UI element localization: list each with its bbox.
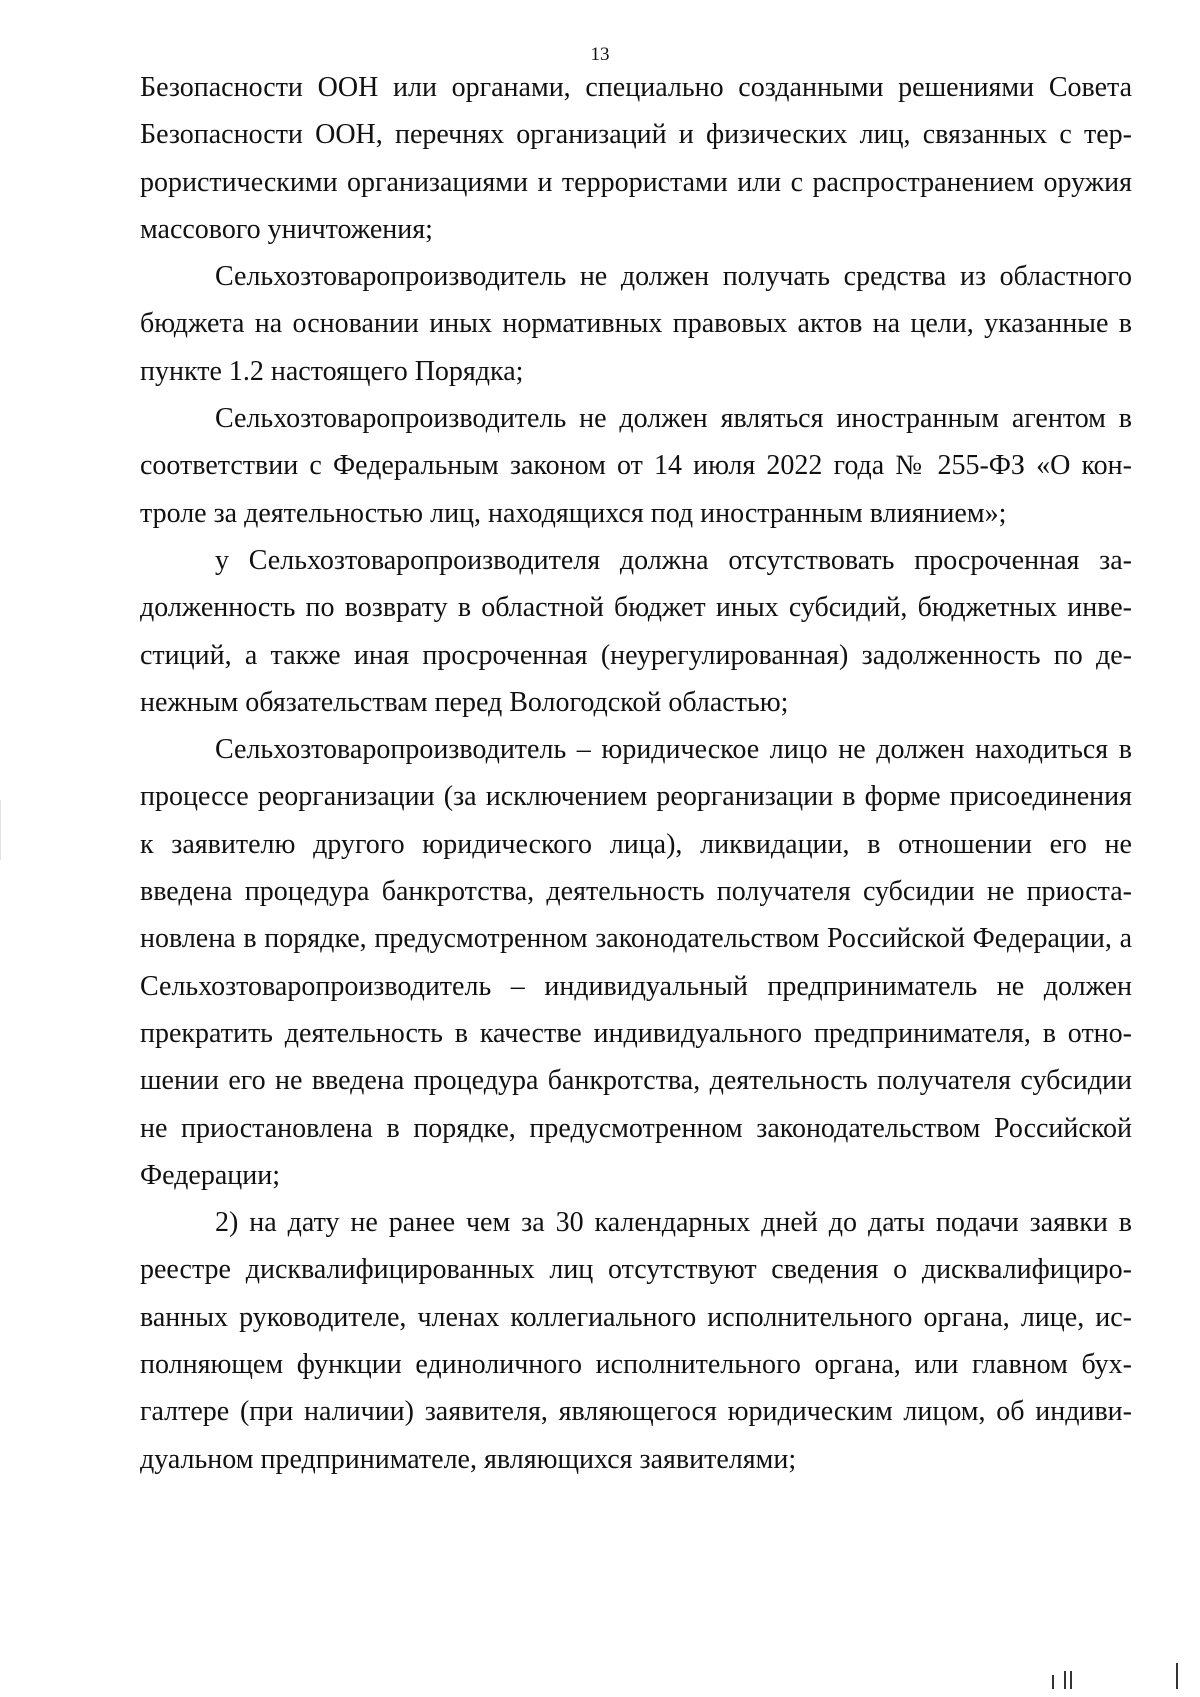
scan-mark	[1070, 1671, 1072, 1689]
paragraph-3: Сельхозтоваропроизводитель не должен являться иностранным агентом в соответствии с Федеральным законом от 14 июля 2022 года № 255-ФЗ «О контроле за деятельностью лиц, находящихся под иностранным влиянием»;	[140, 403, 1132, 529]
scan-mark	[1176, 1663, 1178, 1689]
paragraph-6: 2) на дату не ранее чем за 30 календарных дней до даты подачи заявки в реестре дисквалифицированных лиц отсутствуют сведения о дисквалифицированных руководителе, членах коллегиального исполнительного органа, лице, исполняющем функции единоличного исполнительного органа, или главном бухгалтере (при наличии) заявителя, являющегося юридическим лицом, об индивидуальном предпринимателе, являющихся заявителями;	[140, 1207, 1132, 1475]
paragraph-5: Сельхозтоваропроизводитель – юридическое лицо не должен находиться в процессе реорганизации (за исключением реорганизации в форме присоединения к заявителю другого юридического лица), ликвидации, в отношении его не введена процедура банкротства, деятельность получателя субсидии не приостановлена в порядке, предусмотренном законодательством Российской Федерации, а Сельхозтоваропроизводитель – индивидуальный предприниматель не должен прекратить деятельность в качестве индивидуального предпринимателя, в отношении его не введена процедура банкротства, деятельность получателя субсидии не приостановлена в порядке, предусмотренном законодательством Российской Федерации;	[140, 734, 1132, 1191]
scan-mark	[1052, 1675, 1054, 1689]
paragraph-2: Сельхозтоваропроизводитель не должен получать средства из областного бюджета на основании иных нормативных правовых актов на цели, указанные в пункте 1.2 настоящего Порядка;	[140, 261, 1132, 387]
document-body	[140, 64, 1132, 1483]
paragraph-1: Безопасности ООН или органами, специально созданными решениями Совета Безопасности ООН, перечнях организаций и физических лиц, связанных с террористическими организациями и террористами или с распространением оружия массового уничтожения;	[140, 72, 1132, 245]
scan-edge-artifact	[0, 800, 1, 860]
scan-mark	[1064, 1671, 1066, 1689]
page-number: 13	[590, 44, 610, 65]
paragraph-4: у Сельхозтоваропроизводителя должна отсутствовать просроченная задолженность по возврату в областной бюджет иных субсидий, бюджетных инвестиций, а также иная просроченная (неурегулированная) задолженность по денежным обязательствам перед Вологодской областью;	[140, 544, 1132, 718]
